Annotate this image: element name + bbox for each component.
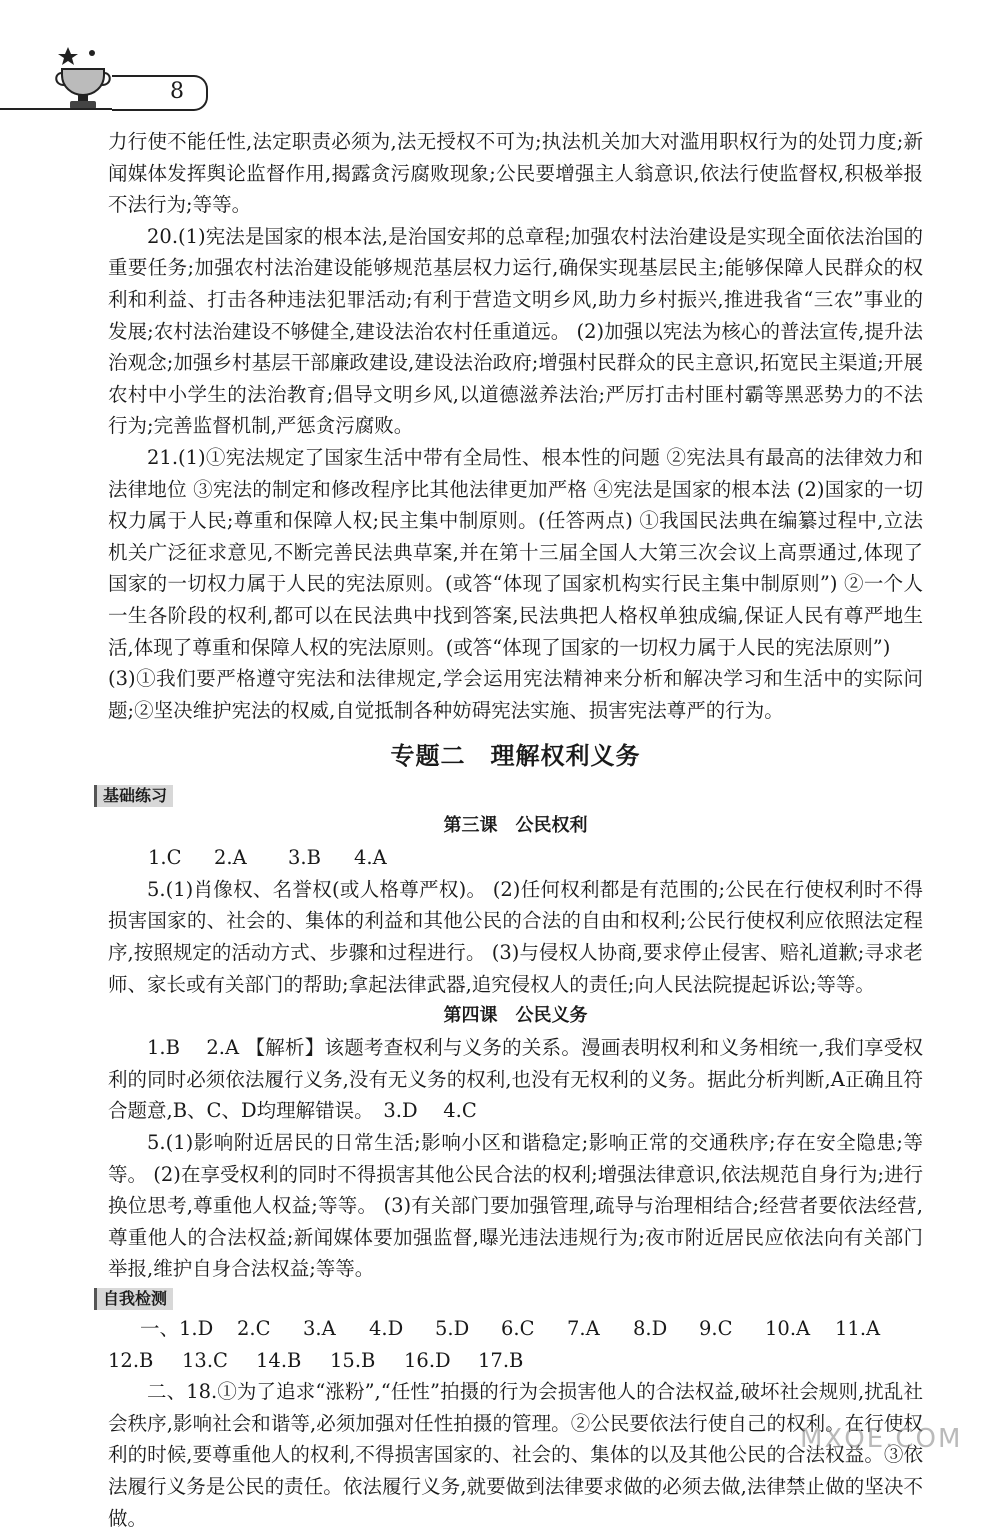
answer-item: 10.A	[765, 1317, 811, 1340]
lesson3-choice-answers	[108, 842, 923, 874]
self-check-row1	[108, 1313, 923, 1345]
self-check-q18: 二、18.①为了追求“涨粉”,“任性”拍摄的行为会损害他人的合法权益,破坏社会规则,扰乱社会秩序,影响社会和谐等,必须加强对任性拍摄的管理。②公民要依法行使自己的权利。在行使权利的时候,要尊重他人的权利,不得损害国家的、社会的、集体的以及其他公民的合法权益。③依法履行义务是公民的责任。依法履行义务,就要做到法律要求做的必须去做,法律禁止做的坚决不做。	[108, 1380, 923, 1530]
answer-item: 2.A	[214, 846, 247, 870]
answer-21: 21.(1)①宪法规定了国家生活中带有全局性、根本性的问题 ②宪法具有最高的法律效力和法律地位 ③宪法的制定和修改程序比其他法律更加严格 ④宪法是国家的根本法 (2)国家的一切权力属于人民;尊重和保障人权;民主集中制原则。(任答两点) ①我国民法典在编纂过程中,立法机关广泛征求意见,不断完善民法典草案,并在第十三届全国人大第三次会议上高票通过,体现了国家的一切权力属于人民的宪法原则。(或答“体现了国家机构实行民主集中制原则”) ②一个人一生各阶段的权利,都可以在民法典中找到答案,民法典把人格权单独成编,保证人民有尊严地生活,体现了尊重和保障人权的宪法原则。(或答“体现了国家的一切权力属于人民的宪法原则”)	[108, 445, 923, 659]
answer-item: 16.D	[404, 1348, 451, 1372]
lesson3-q5: 5.(1)肖像权、名誉权(或人格尊严权)。 (2)任何权利都是有范围的;公民在行使权利时不得损害国家的、社会的、集体的利益和其他公民的合法的自由和权利;公民行使权利应依照法定程序,按照规定的活动方式、步骤和过程进行。 (3)与侵权人协商,要求停止侵害、赔礼道歉;寻求老师、家长或有关部门的帮助;拿起法律武器,追究侵权人的责任;向人民法院提起诉讼;等等。	[108, 877, 923, 996]
answer-item: 2.C	[237, 1317, 271, 1340]
lesson4-q5: 5.(1)影响附近居民的日常生活;影响小区和谐稳定;影响正常的交通秩序;存在安全隐患;等等。 (2)在享受权利的同时不得损害其他公民合法的权利;增强法律意识,依法规范自身行为;进行换位思考,尊重他人权益;等等。 (3)有关部门要加强管理,疏导与治理相结合;经营者要依法经营,尊重他人的合法权益;新闻媒体要加强监督,曝光违法违规行为;夜市附近居民应依法向有关部门举报,维护自身合法权益;等等。	[108, 1131, 923, 1281]
answer-item: 12.B	[108, 1348, 154, 1372]
answer-item: 6.C	[501, 1317, 535, 1340]
self-check-row2	[108, 1345, 923, 1377]
page-header	[0, 45, 1000, 125]
trophy-icon	[48, 45, 118, 115]
answer-item: 3.A	[303, 1317, 336, 1340]
answer-item: 8.D	[633, 1317, 668, 1340]
answer-item: 5.D	[435, 1317, 470, 1340]
answer-item: 4.A	[354, 846, 387, 870]
answer-item: 14.B	[256, 1348, 302, 1372]
page-content	[103, 126, 923, 1534]
answer-item: 15.B	[330, 1348, 376, 1372]
answer-item: 7.A	[567, 1317, 600, 1340]
lesson4-title: 第四课 公民义务	[443, 1005, 588, 1027]
answer-20: 20.(1)宪法是国家的根本法,是治国安邦的总章程;加强农村法治建设是实现全面依法治国的重要任务;加强农村法治建设能够规范基层权力运行,确保实现基层民主;能够保障人民群众的权利和利益、打击各种违法犯罪活动;有利于营造文明乡风,助力乡村振兴,推进我省“三农”事业的发展;农村法治建设不够健全,建设法治农村任重道远。 (2)加强以宪法为核心的普法宣传,提升法治观念;加强乡村基层干部廉政建设,建设法治政府;增强村民群众的民主意识,拓宽民主渠道;开展农村中小学生的法治教育;倡导文明乡风,以道德滋养法治;严厉打击村匪村霸等黑恶势力的不法行为;完善监督机制,严惩贪污腐败。	[108, 224, 923, 438]
watermark-site-text: MXQE.COM	[800, 1424, 963, 1454]
lesson4-q1-4: 1.B 2.A 【解析】该题考查权利与义务的关系。漫画表明权利和义务相统一,我们享受权利的同时必须依法履行义务,没有无义务的权利,也没有无权利的义务。据此分析判断,A正确且符合题意,B、C、D均理解错误。 3.D 4.C	[108, 1036, 923, 1123]
answer-21-part3: (3)①我们要严格遵守宪法和法律规定,学会运用宪法精神来分析和解决学习和生活中的实际问题;②坚决维护宪法的权威,自觉抵制各种妨碍宪法实施、损害宪法尊严的行为。	[108, 667, 923, 722]
answer-item: 4.D	[369, 1317, 404, 1340]
answer-item: 17.B	[478, 1348, 524, 1372]
answer-item: 11.A	[835, 1317, 881, 1340]
section-title: 专题二 理解权利义务	[390, 741, 641, 771]
lesson3-title: 第三课 公民权利	[443, 815, 588, 837]
answer-item: 9.C	[699, 1317, 733, 1340]
paragraph-continued: 力行使不能任性,法定职责必须为,法无授权不可为;执法机关加大对滥用职权行为的处罚力度;新闻媒体发挥舆论监督作用,揭露贪污腐败现象;公民要增强主人翁意识,依法行使监督权,积极举报不法行为;等等。	[108, 130, 923, 217]
answer-item: 13.C	[182, 1348, 228, 1372]
answer-item: 3.B	[288, 846, 321, 870]
answer-item: 1.C	[148, 846, 182, 870]
tag-self-check: 自我检测	[94, 1288, 173, 1310]
page-number: 8	[170, 79, 184, 104]
answer-item: 一、1.D	[140, 1317, 214, 1340]
tag-basic-practice: 基础练习	[94, 785, 173, 807]
page-number-box	[112, 75, 208, 111]
